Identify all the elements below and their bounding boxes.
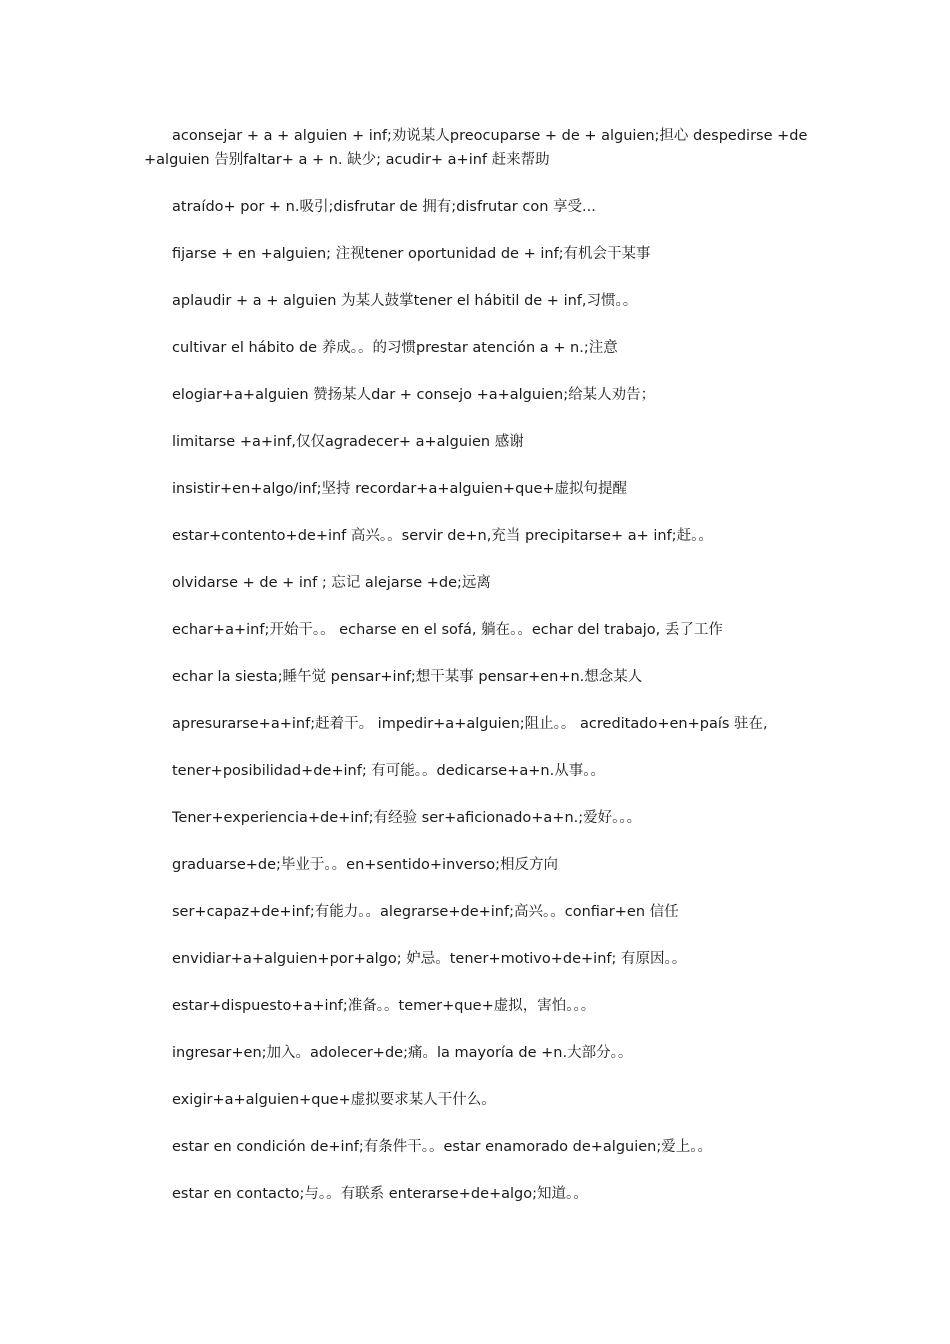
paragraph: estar+contento+de+inf 高兴。。servir de+n,充当 precipitarse+ a+ inf;赶。。	[172, 528, 713, 544]
paragraph: apresurarse+a+inf;赶着干。 impedir+a+alguien;阻止。。 acreditado+en+país 驻在,	[172, 716, 768, 732]
paragraph: estar en contacto;与。。有联系 enterarse+de+algo;知道。。	[172, 1186, 588, 1202]
document-body	[144, 124, 814, 1229]
paragraph: fijarse + en +alguien; 注视tener oportunidad de + inf;有机会干某事	[172, 246, 651, 262]
paragraph: aconsejar + a + alguien + inf;劝说某人preocuparse + de + alguien;担心 despedirse +de +alguien 告别faltar+ a + n. 缺少; acudir+ a+inf 赶来帮助	[144, 128, 808, 168]
paragraph: Tener+experiencia+de+inf;有经验 ser+aficionado+a+n.;爱好。。。	[172, 810, 642, 826]
paragraph: atraído+ por + n.吸引;disfrutar de 拥有;disfrutar con 享受...	[172, 199, 596, 215]
paragraph: estar+dispuesto+a+inf;准备。。temer+que+虚拟，害怕。。。	[172, 998, 596, 1014]
paragraph: envidiar+a+alguien+por+algo; 妒忌。tener+motivo+de+inf; 有原因。。	[172, 951, 687, 967]
paragraph: elogiar+a+alguien 赞扬某人dar + consejo +a+alguien;给某人劝告；	[172, 387, 656, 403]
paragraph: echar la siesta;睡午觉 pensar+inf;想干某事 pensar+en+n.想念某人	[172, 669, 643, 685]
paragraph: estar en condición de+inf;有条件干。。estar enamorado de+alguien;爱上。。	[172, 1139, 713, 1155]
paragraph: exigir+a+alguien+que+虚拟要求某人干什么。	[172, 1092, 496, 1108]
paragraph: cultivar el hábito de 养成。。的习惯prestar atención a + n.;注意	[172, 340, 618, 356]
paragraph: ser+capaz+de+inf;有能力。。alegrarse+de+inf;高兴。。confiar+en 信任	[172, 904, 679, 920]
paragraph: graduarse+de;毕业于。。en+sentido+inverso;相反方向	[172, 857, 559, 873]
paragraph: limitarse +a+inf,仅仅agradecer+ a+alguien 感谢	[172, 434, 524, 450]
paragraph: aplaudir + a + alguien 为某人鼓掌tener el hábitil de + inf,习惯。。	[172, 293, 638, 309]
paragraph: olvidarse + de + inf ; 忘记 alejarse +de;远离	[172, 575, 491, 591]
paragraph: ingresar+en;加入。adolecer+de;痛。la mayoría de +n.大部分。。	[172, 1045, 633, 1061]
paragraph: echar+a+inf;开始干。。 echarse en el sofá, 躺在。。echar del trabajo, 丢了工作	[172, 622, 723, 638]
paragraph: tener+posibilidad+de+inf; 有可能。。dedicarse+a+n.从事。。	[172, 763, 605, 779]
paragraph: insistir+en+algo/inf;坚持 recordar+a+alguien+que+虚拟句提醒	[172, 481, 628, 497]
